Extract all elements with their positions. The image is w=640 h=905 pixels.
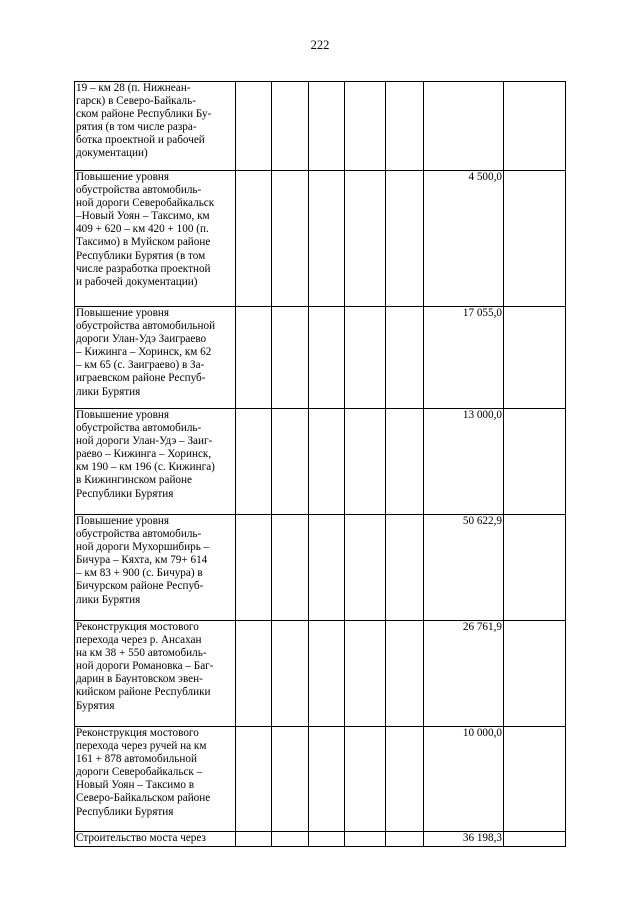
row-name-cell: Реконструкция мостового перехода через ручей на км 161 + 878 автомобильной дороги Северобайкальск – Новый Уоян – Таксимо в Северо-Байкальском районе Республики Бурятия (75, 727, 236, 832)
table-row (75, 515, 566, 621)
empty-cell (272, 307, 309, 409)
empty-cell (236, 307, 272, 409)
row-name-cell: Повышение уровня обустройства автомобильной дороги Улан-Удэ Заиграево – Кижинга – Хоринск, км 62 – км 65 (с. Заиграево) в За- играевском районе Респуб- лики Бурятия (75, 307, 236, 409)
empty-cell (236, 515, 272, 621)
empty-cell (309, 307, 345, 409)
amount-cell: 10 000,0 (424, 727, 504, 832)
empty-cell (272, 171, 309, 307)
empty-cell (309, 82, 345, 171)
empty-cell (309, 409, 345, 515)
row-name-cell: Повышение уровня обустройства автомобиль- ной дороги Улан-Удэ – Заиг- раево – Кижинга – Хоринск, км 190 – км 196 (с. Кижинга) в Кижингинском районе Республики Бурятия (75, 409, 236, 515)
table-row (75, 832, 566, 847)
row-name-cell: 19 – км 28 (п. Нижнеан- гарск) в Северо-Байкаль- ском районе Республики Бу- рятия (в том числе разра- ботка проектной и рабочей документации) (75, 82, 236, 171)
empty-cell (236, 621, 272, 727)
empty-cell (272, 621, 309, 727)
amount-cell: 36 198,3 (424, 832, 504, 847)
empty-cell (504, 515, 566, 621)
row-name-cell: Повышение уровня обустройства автомобиль- ной дороги Мухоршибирь – Бичура – Кяхта, км 79+ 614 – км 83 + 900 (с. Бичура) в Бичурском районе Респуб- лики Бурятия (75, 515, 236, 621)
empty-cell (309, 727, 345, 832)
amount-cell: 50 622,9 (424, 515, 504, 621)
empty-cell (504, 82, 566, 171)
empty-cell (236, 171, 272, 307)
empty-cell (386, 307, 424, 409)
table-row (75, 409, 566, 515)
table-row (75, 171, 566, 307)
amount-cell: 17 055,0 (424, 307, 504, 409)
empty-cell (504, 832, 566, 847)
empty-cell (386, 832, 424, 847)
empty-cell (236, 409, 272, 515)
empty-cell (236, 832, 272, 847)
empty-cell (309, 515, 345, 621)
empty-cell (386, 409, 424, 515)
amount-cell (424, 82, 504, 171)
amount-cell: 13 000,0 (424, 409, 504, 515)
empty-cell (345, 515, 386, 621)
empty-cell (504, 409, 566, 515)
table-row (75, 307, 566, 409)
empty-cell (309, 621, 345, 727)
empty-cell (236, 82, 272, 171)
empty-cell (345, 82, 386, 171)
empty-cell (272, 832, 309, 847)
row-name-cell: Строительство моста через (75, 832, 236, 847)
amount-cell: 4 500,0 (424, 171, 504, 307)
table-row (75, 82, 566, 171)
empty-cell (272, 727, 309, 832)
empty-cell (504, 307, 566, 409)
empty-cell (504, 621, 566, 727)
empty-cell (345, 307, 386, 409)
empty-cell (272, 409, 309, 515)
empty-cell (309, 171, 345, 307)
empty-cell (309, 832, 345, 847)
empty-cell (272, 82, 309, 171)
empty-cell (345, 832, 386, 847)
empty-cell (386, 171, 424, 307)
empty-cell (386, 82, 424, 171)
empty-cell (345, 727, 386, 832)
empty-cell (504, 171, 566, 307)
table-row (75, 621, 566, 727)
empty-cell (345, 171, 386, 307)
empty-cell (345, 409, 386, 515)
page-number: 222 (310, 38, 330, 52)
empty-cell (386, 621, 424, 727)
table-row (75, 727, 566, 832)
amount-cell: 26 761,9 (424, 621, 504, 727)
row-name-cell: Реконструкция мостового перехода через р. Ансахан на км 38 + 550 автомобиль- ной дороги Романовка – Баг- дарин в Баунтовском эвен- кийском районе Республики Бурятия (75, 621, 236, 727)
empty-cell (272, 515, 309, 621)
empty-cell (386, 727, 424, 832)
empty-cell (345, 621, 386, 727)
budget-table (74, 81, 566, 847)
empty-cell (504, 727, 566, 832)
empty-cell (386, 515, 424, 621)
empty-cell (236, 727, 272, 832)
row-name-cell: Повышение уровня обустройства автомобиль- ной дороги Северобайкальск –Новый Уоян – Таксимо, км 409 + 620 – км 420 + 100 (п. Таксимо) в Муйском районе Республики Бурятия (в том числе разработка проектной и рабочей документации) (75, 171, 236, 307)
